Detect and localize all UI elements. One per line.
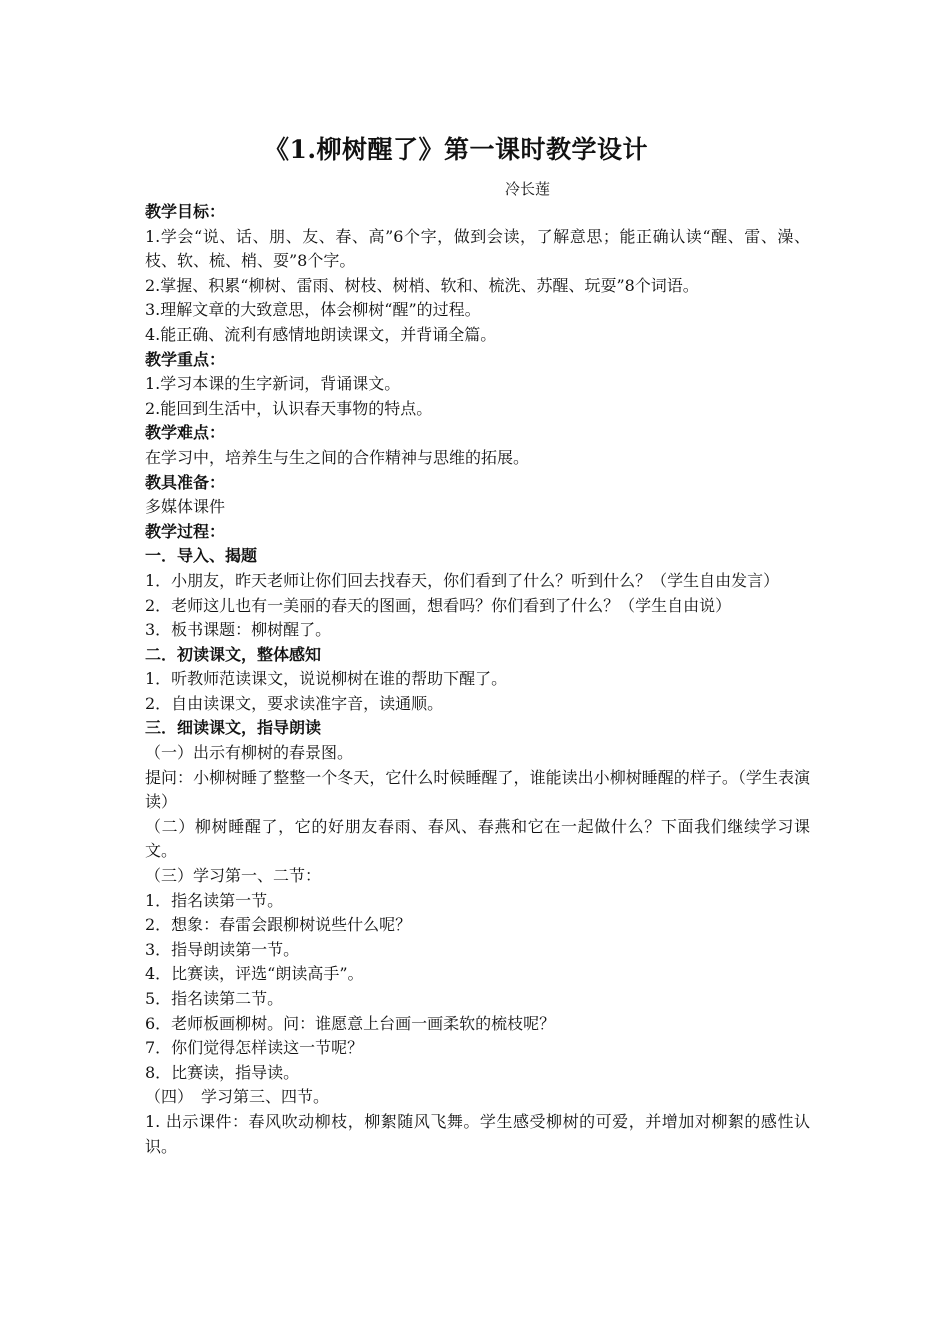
document-body bbox=[145, 200, 810, 1159]
body-paragraph: 2．老师这儿也有一美丽的春天的图画，想看吗？你们看到了什么？（学生自由说） bbox=[145, 595, 732, 615]
body-paragraph: 提问：小柳树睡了整整一个冬天，它什么时候睡醒了，谁能读出小柳树睡醒的样子。（学生表演读） bbox=[145, 767, 810, 812]
section-heading: 一．导入、揭题 bbox=[145, 546, 258, 566]
body-paragraph: 3．指导朗读第一节。 bbox=[145, 939, 300, 959]
body-paragraph: （四） 学习第三、四节。 bbox=[145, 1087, 330, 1107]
section-heading: 教具准备： bbox=[145, 472, 226, 492]
body-paragraph: 2．想象：春雷会跟柳树说些什么呢？ bbox=[145, 915, 412, 935]
body-paragraph: 5．指名读第二节。 bbox=[145, 989, 284, 1008]
body-paragraph: 在学习中，培养生与生之间的合作精神与思维的拓展。 bbox=[145, 447, 530, 467]
document-author: 冷长莲 bbox=[505, 180, 551, 198]
body-paragraph: 1.学会“说、话、朋、友、春、高”6个字，做到会读，了解意思；能正确认读“醒、雷、澡、枝、软、梳、梢、耍”8个字。 bbox=[145, 226, 810, 271]
document-title: 《1.柳树醒了》第一课时教学设计 bbox=[263, 135, 649, 164]
body-paragraph: 8．比赛读，指导读。 bbox=[145, 1062, 300, 1082]
body-paragraph: 4．比赛读，评选“朗读高手”。 bbox=[145, 964, 364, 984]
section-heading: 二．初读课文，整体感知 bbox=[145, 644, 322, 664]
body-paragraph: 1．小朋友，昨天老师让你们回去找春天，你们看到了什么？听到什么？（学生自由发言） bbox=[145, 570, 780, 590]
body-paragraph: 多媒体课件 bbox=[145, 497, 226, 517]
body-paragraph: 6．老师板画柳树。问：谁愿意上台画一画柔软的梳枝呢？ bbox=[145, 1013, 556, 1033]
body-paragraph: 1．听教师范读课文，说说柳树在谁的帮助下醒了。 bbox=[145, 669, 508, 689]
body-paragraph: 3.理解文章的大致意思，体会柳树“醒”的过程。 bbox=[145, 300, 481, 320]
section-heading: 教学目标： bbox=[145, 202, 226, 221]
body-paragraph: 1. 出示课件：春风吹动柳枝，柳絮随风飞舞。学生感受柳树的可爱，并增加对柳絮的感性认识。 bbox=[145, 1111, 810, 1156]
body-paragraph: 2.掌握、积累“柳树、雷雨、树枝、树梢、软和、梳洗、苏醒、玩耍”8个词语。 bbox=[145, 275, 699, 295]
body-paragraph: 3．板书课题：柳树醒了。 bbox=[145, 620, 332, 640]
section-heading: 教学过程： bbox=[145, 521, 226, 541]
section-heading: 教学难点： bbox=[145, 423, 226, 443]
body-paragraph: 7．你们觉得怎样读这一节呢？ bbox=[145, 1038, 364, 1058]
body-paragraph: 1．指名读第一节。 bbox=[145, 890, 284, 910]
body-paragraph: 4.能正确、流利有感情地朗读课文，并背诵全篇。 bbox=[145, 324, 497, 344]
body-paragraph: （一）出示有柳树的春景图。 bbox=[145, 743, 354, 763]
body-paragraph: （二）柳树睡醒了，它的好朋友春雨、春风、春燕和它在一起做什么？下面我们继续学习课文。 bbox=[145, 816, 810, 861]
section-heading: 教学重点： bbox=[145, 349, 226, 369]
section-heading: 三．细读课文，指导朗读 bbox=[145, 718, 322, 738]
body-paragraph: 2.能回到生活中，认识春天事物的特点。 bbox=[145, 398, 433, 418]
body-paragraph: （三）学习第一、二节： bbox=[145, 866, 322, 886]
body-paragraph: 1.学习本课的生字新词，背诵课文。 bbox=[145, 374, 401, 394]
body-paragraph: 2．自由读课文，要求读准字音，读通顺。 bbox=[145, 693, 444, 713]
